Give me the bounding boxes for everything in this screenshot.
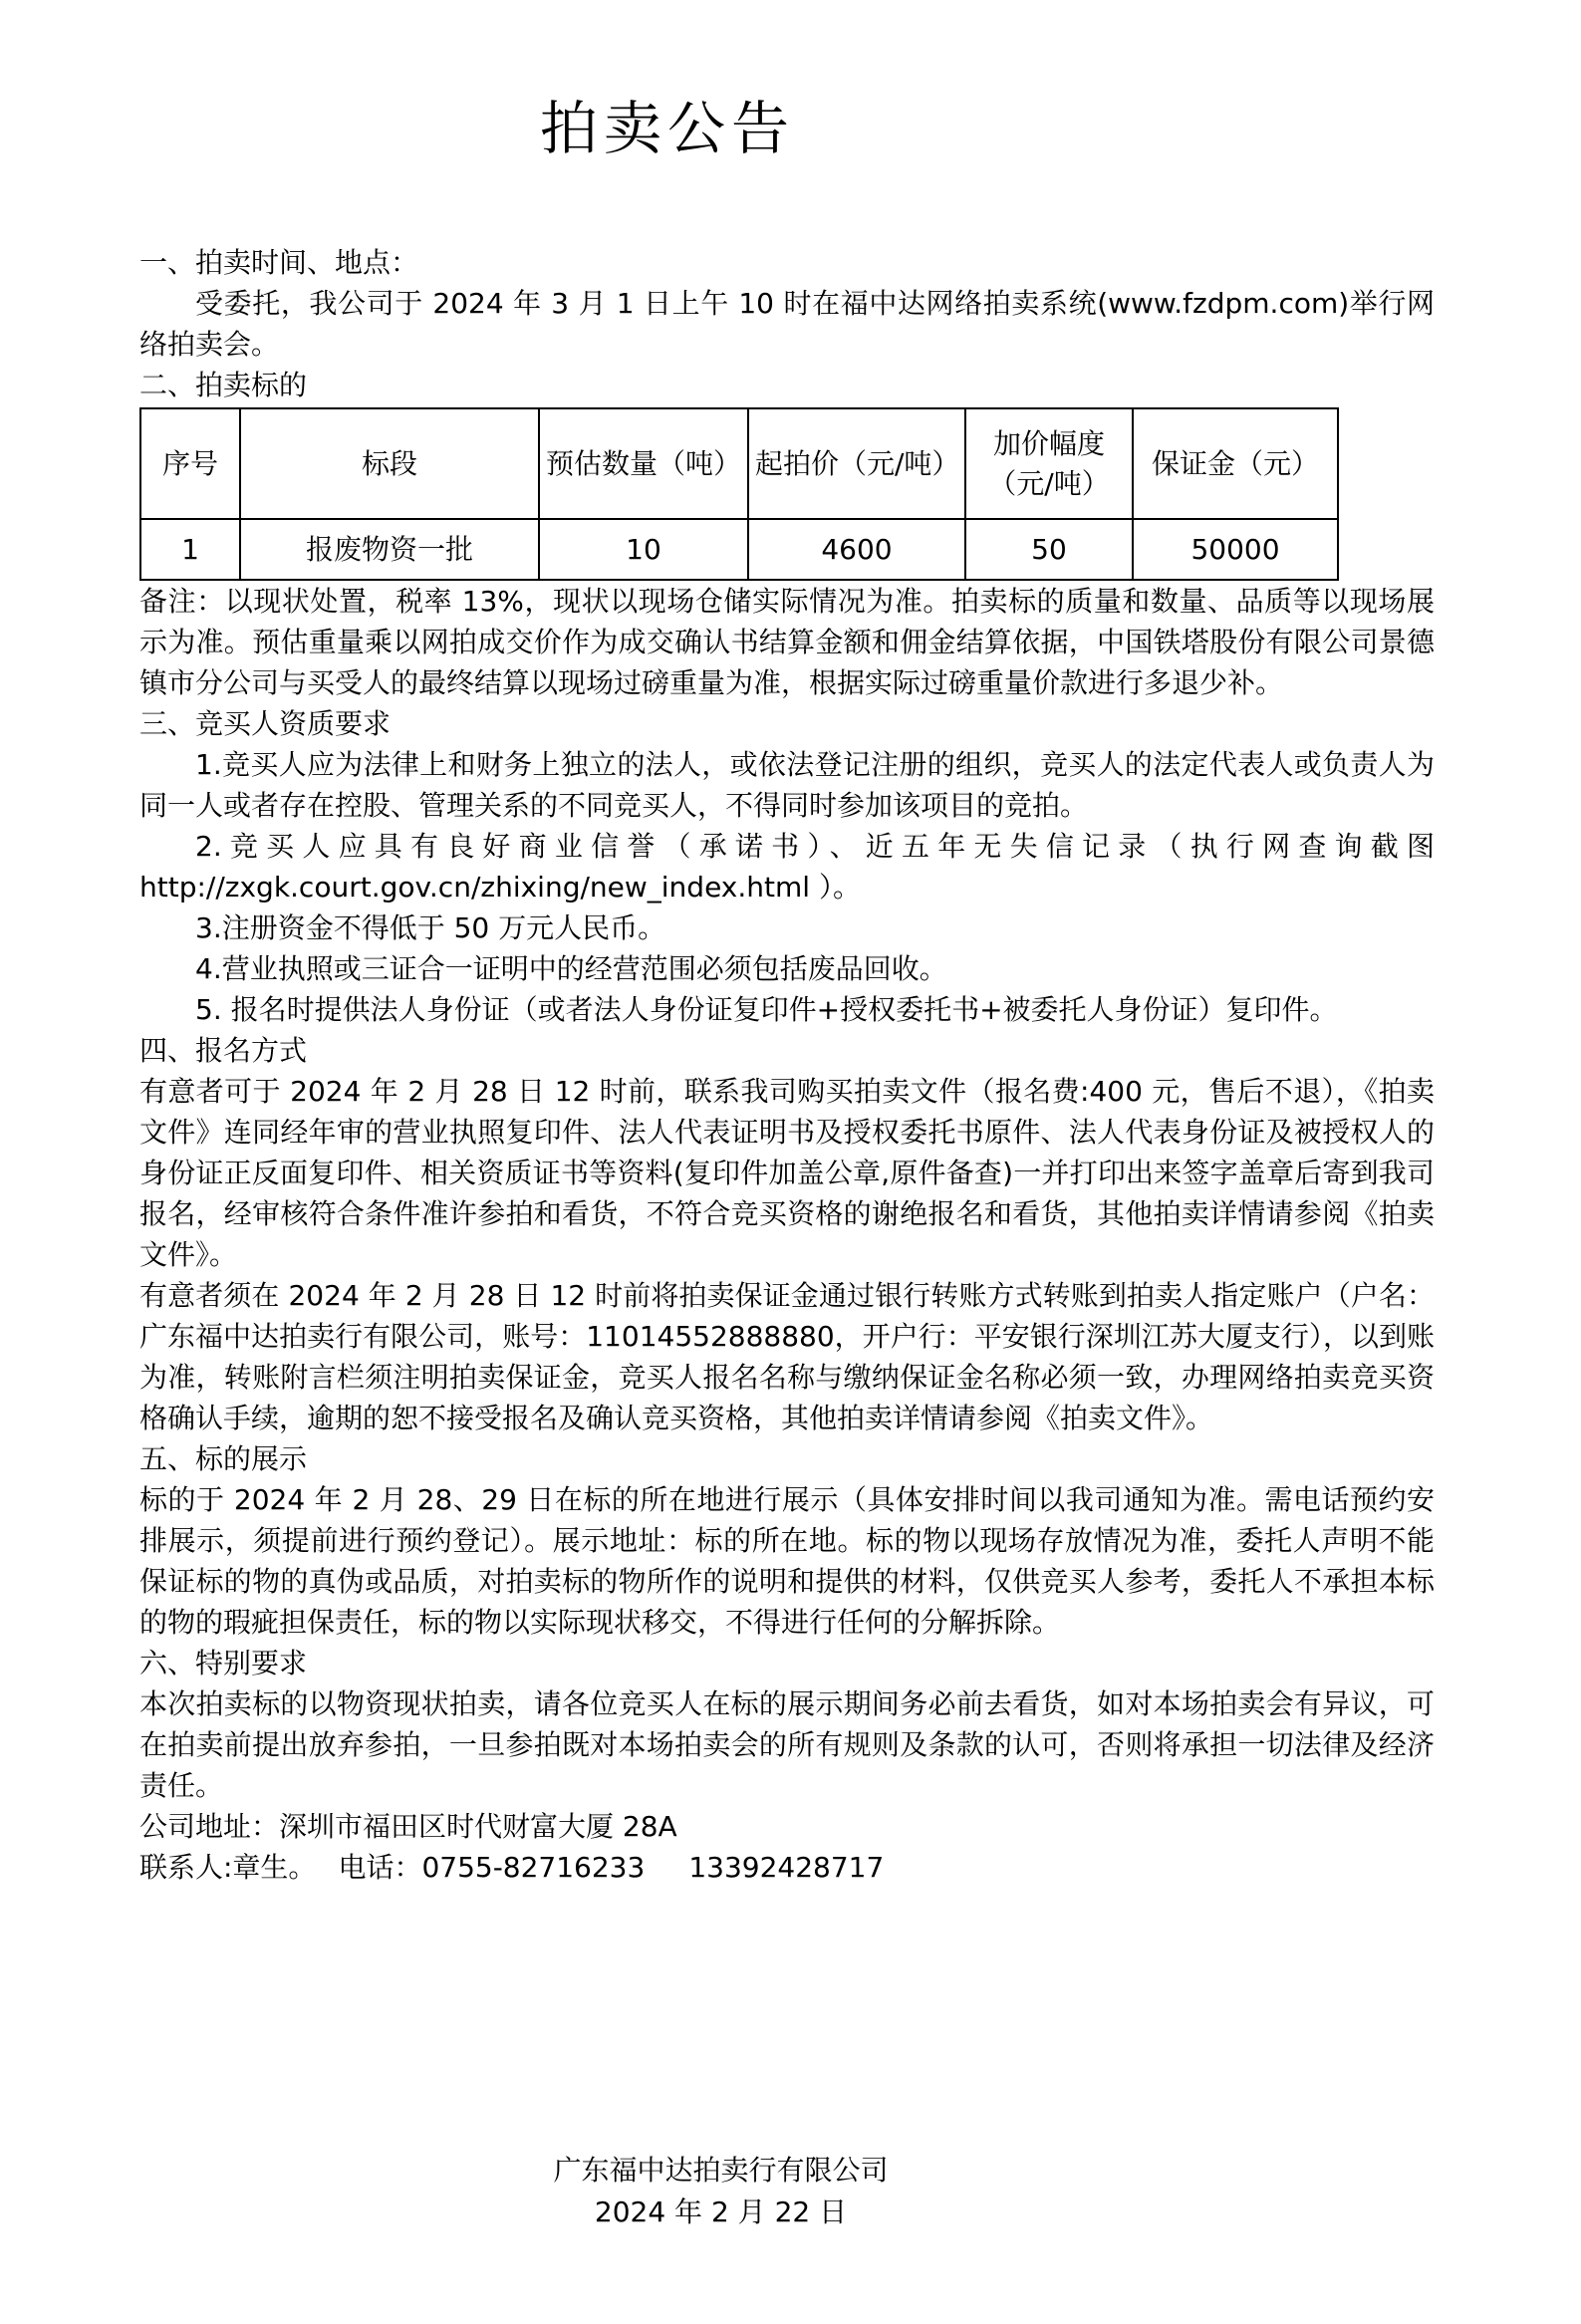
cell-start-price: 4600 bbox=[748, 519, 965, 580]
section-6-heading: 六、特别要求 bbox=[139, 1647, 308, 1679]
requirement-item: 4.营业执照或三证合一证明中的经营范围必须包括废品回收。 bbox=[195, 952, 947, 985]
col-header-deposit: 保证金（元） bbox=[1133, 408, 1338, 519]
exhibition-paragraph: 标的于 2024 年 2 月 28、29 日在标的所在地进行展示（具体安排时间以我司通知为准。需电话预约安排展示，须提前进行预约登记）。展示地址：标的所在地。标的物以现场存放情况为准，委托人声明不能保证标的物的真伪或品质，对拍卖标的物所作的说明和提供的材料，仅供竞买人参考，委托人不承担本标的物的瑕疵担保责任，标的物以实际现状移交，不得进行任何的分解拆除。 bbox=[139, 1483, 1435, 1639]
registration-paragraph-1: 有意者可于 2024 年 2 月 28 日 12 时前，联系我司购买拍卖文件（报名费:400 元，售后不退），《拍卖文件》连同经年审的营业执照复印件、法人代表证明书及授权委托书原件、法人代表身份证及被授权人的身份证正反面复印件、相关资质证书等资料(复印件加盖公章,原件备查)一并打印出来签字盖章后寄到我司报名，经审核符合条件准许参拍和看货，不符合竞买资格的谢绝报名和看货，其他拍卖详情请参阅《拍卖文件》。 bbox=[139, 1075, 1435, 1271]
company-address: 公司地址：深圳市福田区时代财富大厦 28A bbox=[139, 1810, 677, 1843]
contact-person: 联系人:章生。 bbox=[139, 1851, 317, 1884]
requirement-item: 1.竞买人应为法律上和财务上独立的法人，或依法登记注册的组织，竞买人的法定代表人或负责人为同一人或者存在控股、管理关系的不同竞买人，不得同时参加该项目的竞拍。 bbox=[139, 748, 1435, 822]
requirement-item: 3.注册资金不得低于 50 万元人民币。 bbox=[195, 911, 666, 944]
footer-date: 2024 年 2 月 22 日 bbox=[594, 2195, 848, 2228]
contact-mobile: 13392428717 bbox=[688, 1851, 885, 1884]
col-header-increment: 加价幅度（元/吨） bbox=[965, 408, 1133, 519]
table-row bbox=[140, 519, 1338, 580]
cell-quantity: 10 bbox=[539, 519, 748, 580]
section-4-heading: 四、报名方式 bbox=[139, 1034, 308, 1067]
col-header-quantity: 预估数量（吨） bbox=[539, 408, 748, 519]
cell-increment: 50 bbox=[965, 519, 1133, 580]
requirement-item: 2.竞买人应具有良好商业信誉（承诺书）、近五年无失信记录（执行网查询截图http://zxgk.court.gov.cn/zhixing/new_index.html ）。 bbox=[139, 830, 1435, 904]
col-header-index: 序号 bbox=[140, 408, 240, 519]
contact-line bbox=[139, 1847, 1435, 1888]
table-header-row bbox=[140, 408, 1338, 519]
section-2-heading: 二、拍卖标的 bbox=[139, 369, 308, 401]
contact-phone: 电话：0755-82716233 bbox=[338, 1851, 646, 1884]
col-header-lot: 标段 bbox=[240, 408, 539, 519]
section-1-heading: 一、拍卖时间、地点： bbox=[139, 246, 419, 279]
cell-deposit: 50000 bbox=[1133, 519, 1338, 580]
registration-paragraph-2: 有意者须在 2024 年 2 月 28 日 12 时前将拍卖保证金通过银行转账方式转账到拍卖人指定账户（户名：广东福中达拍卖行有限公司，账号：11014552888880，开户行：平安银行深圳江苏大厦支行），以到账为准，转账附言栏须注明拍卖保证金，竞买人报名名称与缴纳保证金名称必须一致，办理网络拍卖竞买资格确认手续，逾期的恕不接受报名及确认竞买资格，其他拍卖详情请参阅《拍卖文件》。 bbox=[139, 1279, 1435, 1434]
document-title: 拍卖公告 bbox=[539, 95, 795, 162]
col-header-start-price: 起拍价（元/吨） bbox=[748, 408, 965, 519]
table-note: 备注：以现状处置，税率 13%，现状以现场仓储实际情况为准。拍卖标的质量和数量、品质等以现场展示为准。预估重量乘以网拍成交价作为成交确认书结算金额和佣金结算依据，中国铁塔股份有限公司景德镇市分公司与买受人的最终结算以现场过磅重量为准，根据实际过磅重量价款进行多退少补。 bbox=[139, 585, 1435, 699]
cell-lot: 报废物资一批 bbox=[240, 519, 539, 580]
section-5-heading: 五、标的展示 bbox=[139, 1442, 308, 1475]
section-3-heading: 三、竞买人资质要求 bbox=[139, 707, 392, 740]
document-body bbox=[139, 242, 1435, 1888]
signature-block bbox=[0, 2150, 1581, 2233]
cell-index: 1 bbox=[140, 519, 240, 580]
special-requirements-paragraph: 本次拍卖标的以物资现状拍卖，请各位竞买人在标的展示期间务必前去看货，如对本场拍卖会有异议，可在拍卖前提出放弃参拍，一旦参拍既对本场拍卖会的所有规则及条款的认可，否则将承担一切法律及经济责任。 bbox=[139, 1687, 1435, 1802]
requirement-item: 5. 报名时提供法人身份证（或者法人身份证复印件+授权委托书+被委托人身份证）复印件。 bbox=[195, 993, 1338, 1026]
section-1-text: 受委托，我公司于 2024 年 3 月 1 日上午 10 时在福中达网络拍卖系统(www.fzdpm.com)举行网络拍卖会。 bbox=[139, 287, 1435, 361]
auction-items-table bbox=[139, 407, 1339, 581]
footer-company: 广东福中达拍卖行有限公司 bbox=[553, 2154, 889, 2187]
